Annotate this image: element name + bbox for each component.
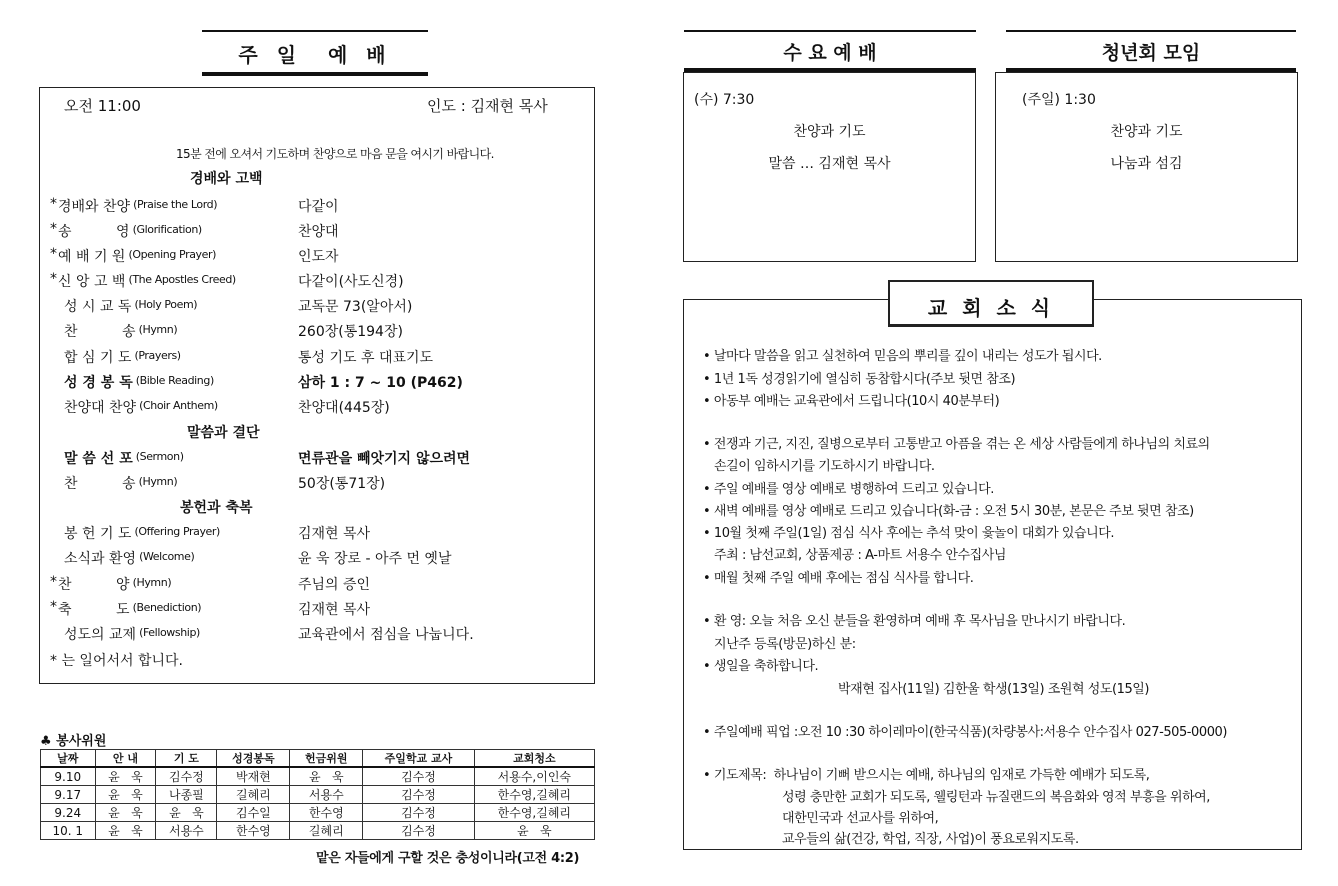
table-row: [41, 822, 595, 840]
bible-verse: 맡은 자들에게 구할 것은 충성이니라(고전 4:2): [316, 851, 580, 866]
wednesday-line2: 말씀 … 김재현 목사: [768, 156, 891, 172]
order-item-value: 교독문 73(알아서): [298, 299, 413, 315]
standing-mark: *: [50, 196, 57, 212]
volunteers-cell: 김수정: [363, 822, 474, 840]
order-item-name: 찬양대 찬양: [64, 400, 137, 416]
order-item-name: 찬 송: [64, 324, 136, 340]
volunteers-cell: 9.10: [41, 767, 96, 786]
order-item-english: (Prayers): [134, 349, 181, 362]
volunteers-cell: 10. 1: [41, 822, 96, 840]
order-item-english: (Bible Reading): [135, 374, 214, 387]
news-line: • 기도제목: 하나님이 기뻐 받으시는 예배, 하나님의 임재로 가득한 예배가 되도록,: [703, 768, 1150, 783]
news-line: • 새벽 예배를 영상 예배로 드리고 있습니다(화-금 : 오전 5시 30분, 본문은 주보 뒷면 참조): [703, 504, 1194, 519]
volunteers-cell: 박재현: [217, 767, 290, 786]
church-news-header: [888, 280, 1094, 327]
volunteers-cell: 서용수: [290, 786, 363, 804]
volunteers-cell: 서용수,이인숙: [474, 767, 594, 786]
order-item-english: (Hymn): [132, 576, 172, 589]
order-item-name: 성 경 봉 독: [64, 375, 133, 391]
volunteers-cell: 9.17: [41, 786, 96, 804]
church-news-title: 교 회 소 식: [927, 296, 1055, 320]
youth-title: 청년회 모임: [1101, 42, 1201, 64]
volunteers-header-cell: 안 내: [95, 750, 156, 768]
news-line: • 아동부 예배는 교육관에서 드립니다(10시 40분부터): [703, 394, 1000, 409]
youth-header: [1006, 30, 1296, 72]
news-line: • 환 영: 오늘 처음 오신 분들을 환영하며 예배 후 목사님을 만나시기 바랍니다.: [703, 614, 1126, 629]
volunteers-cell: 윤 욱: [95, 804, 156, 822]
volunteers-cell: 윤 욱: [95, 822, 156, 840]
table-row: [41, 767, 595, 786]
volunteers-cell: 길혜리: [290, 822, 363, 840]
youth-line1: 찬양과 기도: [1110, 124, 1183, 140]
order-item-value: 삼하 1 : 7 ~ 10 (P462): [298, 375, 463, 391]
sunday-order-box: [39, 87, 595, 684]
wednesday-title: 수 요 예 배: [783, 42, 877, 64]
volunteers-cell: 9.24: [41, 804, 96, 822]
wednesday-time: (수) 7:30: [694, 92, 755, 108]
news-line: • 날마다 말씀을 읽고 실천하여 믿음의 뿌리를 깊이 내리는 성도가 됩시다.: [703, 349, 1102, 364]
order-item-value: 50장(통71장): [298, 476, 386, 492]
table-row: [41, 786, 595, 804]
volunteers-cell: 윤 욱: [290, 767, 363, 786]
service-leader: 인도 : 김재현 목사: [427, 97, 548, 115]
volunteers-cell: 한수영,길혜리: [474, 786, 594, 804]
order-item-name: 성도의 교제: [64, 627, 137, 643]
order-item-name: 경배와 찬양: [58, 199, 131, 215]
order-item-value: 윤 욱 장로 - 아주 먼 옛날: [298, 551, 452, 567]
sunday-worship-header: [202, 30, 428, 76]
order-item-name: 성 시 교 독: [64, 299, 132, 315]
volunteers-cell: 한수영: [217, 822, 290, 840]
volunteers-cell: 윤 욱: [474, 822, 594, 840]
volunteers-cell: 김수정: [363, 804, 474, 822]
order-item-english: (Hymn): [138, 323, 178, 336]
standing-mark: *: [50, 246, 57, 262]
order-item-value: 인도자: [298, 249, 339, 265]
order-item-value: 다같이(사도신경): [298, 274, 404, 290]
wednesday-line1: 찬양과 기도: [793, 124, 866, 140]
news-line: • 주일 예배를 영상 예배로 병행하여 드리고 있습니다.: [703, 482, 994, 497]
order-item-name: 봉 헌 기 도: [64, 526, 132, 542]
standing-mark: *: [50, 599, 57, 615]
order-item-english: (Fellowship): [139, 626, 200, 639]
youth-line2: 나눔과 섬김: [1110, 156, 1183, 172]
order-item-english: (Benediction): [132, 601, 202, 614]
news-line: 성령 충만한 교회가 되도록, 웰링턴과 뉴질랜드의 복음화와 영적 부흥을 위하여,: [782, 790, 1210, 805]
news-line: 박재현 집사(11일) 김한울 학생(13일) 조원혁 성도(15일): [838, 682, 1150, 697]
volunteers-cell: 김수정: [156, 767, 217, 786]
order-item-value: 김재현 목사: [298, 526, 371, 542]
volunteers-cell: 한수영: [290, 804, 363, 822]
volunteers-header-cell: 주일학교 교사: [363, 750, 474, 768]
order-item-english: (Holy Poem): [134, 298, 198, 311]
volunteers-cell: 윤 욱: [95, 767, 156, 786]
order-item-english: (Offering Prayer): [134, 525, 220, 538]
order-item-value: 김재현 목사: [298, 602, 371, 618]
volunteers-cell: 윤 욱: [95, 786, 156, 804]
news-line: 지난주 등록(방문)하신 분:: [703, 637, 856, 652]
order-item-value: 통성 기도 후 대표기도: [298, 350, 434, 366]
standing-mark: *: [50, 221, 57, 237]
sunday-worship-title: 주 일 예 배: [238, 43, 392, 67]
volunteers-cell: 김수정: [363, 767, 474, 786]
order-item-english: (Sermon): [135, 450, 184, 463]
order-item-name: 소식과 환영: [64, 551, 137, 567]
volunteers-cell: 김수정: [363, 786, 474, 804]
wednesday-header: [684, 30, 976, 72]
order-item-value: 다같이: [298, 199, 339, 215]
section-heading-3: 봉헌과 축복: [180, 500, 253, 516]
order-item-name: 축 도: [58, 602, 130, 618]
order-item-english: (Welcome): [139, 550, 195, 563]
order-item-value: 주님의 증인: [298, 577, 371, 593]
order-item-english: (Glorification): [132, 223, 202, 236]
table-row: [41, 804, 595, 822]
volunteers-header-cell: 기 도: [156, 750, 217, 768]
news-line: • 1년 1독 성경읽기에 열심히 동참합시다(주보 뒷면 참조): [703, 372, 1016, 387]
youth-time: (주일) 1:30: [1022, 92, 1096, 108]
news-line: • 매월 첫째 주일 예배 후에는 점심 식사를 합니다.: [703, 571, 974, 586]
section-heading-2: 말씀과 결단: [187, 425, 260, 441]
order-item-english: (Hymn): [138, 475, 178, 488]
order-item-name: 예 배 기 원: [58, 249, 126, 265]
volunteers-header-cell: 헌금위원: [290, 750, 363, 768]
standing-mark: *: [50, 271, 57, 287]
order-item-english: (Opening Prayer): [128, 248, 217, 261]
order-item-name: 신 앙 고 백: [58, 274, 126, 290]
standing-footnote: * 는 일어서서 합니다.: [50, 653, 183, 669]
order-item-name: 말 씀 선 포: [64, 451, 133, 467]
news-line: • 주일예배 픽업 :오전 10 :30 하이레마이(한국식품)(차량봉사:서용수 안수집사 027-505-0000): [703, 725, 1227, 740]
youth-box: [995, 72, 1298, 262]
news-line: • 전쟁과 기근, 지진, 질병으로부터 고통받고 아픔을 겪는 온 세상 사람들에게 하나님의 치료의: [703, 437, 1210, 452]
news-line: • 생일을 축하합니다.: [703, 659, 819, 674]
order-item-value: 면류관을 빼앗기지 않으려면: [298, 451, 471, 467]
volunteers-cell: 윤 욱: [156, 804, 217, 822]
volunteers-cell: 나종필: [156, 786, 217, 804]
arrival-notice: 15분 전에 오셔서 기도하며 찬양으로 마음 문을 여시기 바랍니다.: [176, 147, 494, 161]
order-item-name: 찬 송: [64, 476, 136, 492]
news-line: • 10월 첫째 주일(1일) 점심 식사 후에는 추석 맞이 윷놀이 대회가 있습니다.: [703, 526, 1115, 541]
order-item-value: 교육관에서 점심을 나눕니다.: [298, 627, 474, 643]
standing-mark: *: [50, 574, 57, 590]
order-item-english: (The Apostles Creed): [128, 273, 236, 286]
news-line: 대한민국과 선교사를 위하여,: [782, 811, 939, 826]
news-line: 주최 : 남선교회, 상품제공 : A-마트 서용수 안수집사님: [703, 548, 1006, 563]
news-line: 교우들의 삶(건강, 학업, 직장, 사업)이 풍요로워지도록.: [782, 832, 1079, 847]
volunteers-table: [40, 749, 595, 840]
order-item-name: 찬 양: [58, 577, 130, 593]
volunteers-title: ♣ 봉사위원: [40, 734, 107, 749]
volunteers-header-cell: 날짜: [41, 750, 96, 768]
order-item-name: 합 심 기 도: [64, 350, 132, 366]
order-item-value: 찬양대(445장): [298, 400, 390, 416]
volunteers-cell: 김수일: [217, 804, 290, 822]
volunteers-cell: 길혜리: [217, 786, 290, 804]
volunteers-cell: 서용수: [156, 822, 217, 840]
order-item-value: 찬양대: [298, 224, 339, 240]
news-line: 손길이 임하시기를 기도하시기 바랍니다.: [703, 459, 935, 474]
wednesday-box: [683, 72, 976, 262]
section-heading-1: 경배와 고백: [190, 171, 263, 187]
order-item-name: 송 영: [58, 224, 130, 240]
order-item-english: (Praise the Lord): [133, 198, 218, 211]
order-item-english: (Choir Anthem): [139, 399, 218, 412]
service-time: 오전 11:00: [64, 97, 141, 115]
order-item-value: 260장(통194장): [298, 324, 403, 340]
volunteers-header-cell: 교회청소: [474, 750, 594, 768]
volunteers-header-cell: 성경봉독: [217, 750, 290, 768]
volunteers-cell: 한수영,길혜리: [474, 804, 594, 822]
